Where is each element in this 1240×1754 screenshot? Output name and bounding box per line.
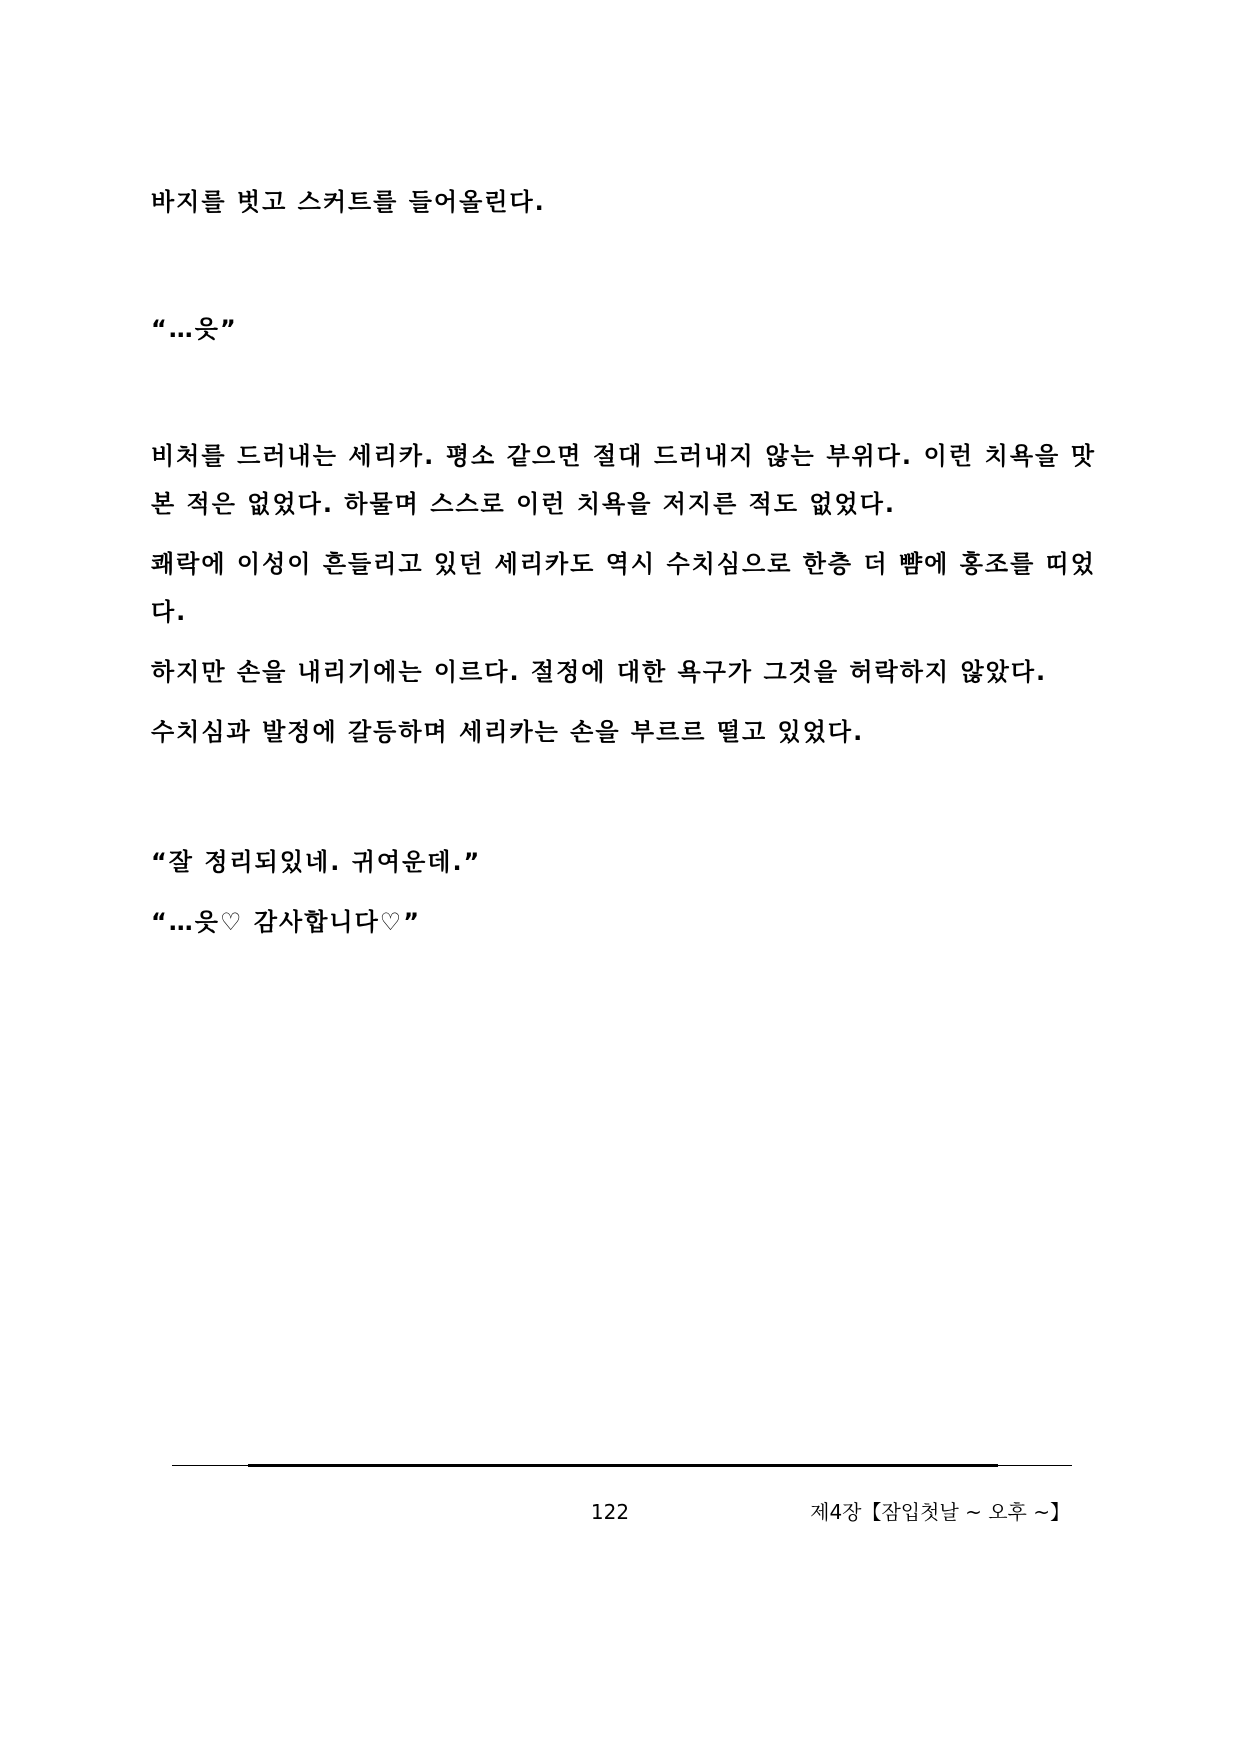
paragraph-1: 바지를 벗고 스커트를 들어올린다. [151, 188, 546, 216]
footer-rule-thick [248, 1464, 998, 1467]
paragraph-8: “…읏♡ 감사합니다♡” [151, 908, 422, 936]
paragraph-2: “…읏” [151, 315, 238, 343]
paragraph-6: 수치심과 발정에 갈등하며 세리카는 손을 부르르 떨고 있었다. [151, 718, 865, 746]
paragraph-7: “잘 정리되있네. 귀여운데.” [151, 848, 482, 876]
paragraph-4: 쾌락에 이성이 흔들리고 있던 세리카도 역시 수치심으로 한층 더 뺨에 홍조를 띠었다. [151, 550, 1096, 626]
paragraph-3: 비처를 드러내는 세리카. 평소 같으면 절대 드러내지 않는 부위다. 이런 치욕을 맛본 적은 없었다. 하물며 스스로 이런 치욕을 저지른 적도 없었다. [151, 442, 1096, 518]
chapter-title: 제4장【잠입첫날 ~ 오후 ~】 [810, 1500, 1070, 1524]
page-number: 122 [590, 1500, 630, 1524]
paragraph-5: 하지만 손을 내리기에는 이르다. 절정에 대한 욕구가 그것을 허락하지 않았다. [151, 658, 1048, 686]
